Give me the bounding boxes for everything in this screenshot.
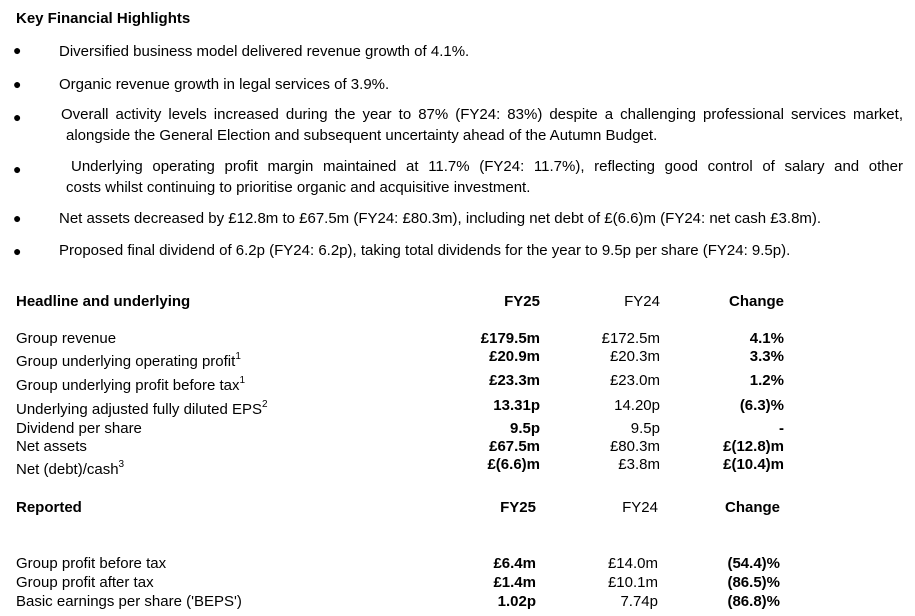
table-cell-change: 1.2%	[749, 372, 784, 389]
table-cell-fy24: £80.3m	[609, 438, 660, 455]
table-row-label: Basic earnings per share ('BEPS')	[16, 593, 242, 610]
column-header-fy25: FY25	[500, 499, 536, 516]
table-cell-change: £(12.8)m	[723, 438, 784, 455]
table-cell-fy24: £14.0m	[607, 555, 658, 572]
bullet-icon: ●	[13, 161, 22, 177]
table-heading: Reported	[16, 499, 82, 516]
table-cell-fy25: £(6.6)m	[487, 456, 540, 473]
bullet-icon: ●	[13, 210, 22, 226]
footnote-marker: 2	[261, 399, 268, 410]
table-cell-fy24: £20.3m	[609, 348, 660, 365]
table-cell-fy25: £23.3m	[489, 372, 540, 389]
bullet-text: Diversified business model delivered revenue growth of 4.1%.	[59, 43, 470, 60]
table-row-label: Group underlying profit before tax$^1$	[16, 375, 246, 394]
table-cell-fy25: £179.5m	[480, 330, 540, 347]
table-cell-change: (54.4)%	[727, 555, 780, 572]
bullet-icon: ●	[13, 76, 22, 92]
table-row-label: Group underlying operating profit$^1$	[16, 351, 241, 370]
table-row-label: Net (debt)/cash$^3$	[16, 459, 125, 478]
column-header-fy25: FY25	[504, 293, 540, 310]
bullet-icon: ●	[13, 109, 22, 125]
bullet-text: Proposed final dividend of 6.2p (FY24: 6.2p), taking total dividends for the year to 9.5p per share (FY24: 9.5p).	[59, 242, 791, 259]
table-row-label: Net assets	[16, 438, 87, 455]
bullet-text-continued: alongside the General Election and subsequent uncertainty ahead of the Autumn Budget.	[66, 127, 658, 144]
column-header-change: Change	[728, 293, 784, 310]
bullet-text: Underlying operating profit margin maintained at 11.7% (FY24: 11.7%), reflecting good control of salary and other	[71, 158, 903, 175]
table-cell-fy25: 13.31p	[493, 397, 540, 414]
table-cell-fy25: £1.4m	[493, 574, 536, 591]
bullet-text-continued: costs whilst continuing to prioritise organic and acquisitive investment.	[66, 179, 531, 196]
table-cell-change: 4.1%	[749, 330, 784, 347]
table-row-label: Group revenue	[16, 330, 117, 347]
bullet-icon: ●	[13, 243, 22, 259]
table-row-label: Dividend per share	[16, 420, 142, 437]
table-cell-fy25: £20.9m	[489, 348, 540, 365]
table-cell-fy25: 9.5p	[509, 420, 540, 437]
table-cell-change: (6.3)%	[739, 397, 784, 414]
table-row-label: Underlying adjusted fully diluted EPS$^2$	[16, 399, 268, 418]
bullet-text: Organic revenue growth in legal services of 3.9%.	[59, 76, 390, 93]
table-cell-fy24: £3.8m	[618, 456, 660, 473]
table-cell-change: 3.3%	[749, 348, 784, 365]
table-row-label: Group profit after tax	[16, 574, 154, 591]
section-title: Key Financial Highlights	[16, 10, 191, 27]
table-heading: Headline and underlying	[16, 293, 191, 310]
table-cell-change: -	[779, 420, 784, 437]
footnote-marker: 1	[239, 375, 246, 386]
table-row-label: Group profit before tax	[16, 555, 167, 572]
table-cell-fy24: £172.5m	[601, 330, 660, 347]
table-cell-fy24: £23.0m	[609, 372, 660, 389]
table-cell-change: £(10.4)m	[723, 456, 784, 473]
table-cell-fy24: £10.1m	[607, 574, 658, 591]
table-cell-fy25: £67.5m	[489, 438, 540, 455]
table-cell-fy24: 7.74p	[620, 593, 658, 610]
bullet-text: Net assets decreased by £12.8m to £67.5m (FY24: £80.3m), including net debt of £(6.6)m (FY24: net cash £3.8m).	[59, 210, 822, 227]
bullet-icon: ●	[13, 42, 22, 58]
table-cell-fy25: 1.02p	[497, 593, 536, 610]
footnote-marker: 3	[118, 459, 125, 470]
footnote-marker: 1	[235, 351, 241, 362]
column-header-fy24: FY24	[624, 293, 660, 310]
table-cell-fy24: 9.5p	[630, 420, 660, 437]
column-header-fy24: FY24	[622, 499, 658, 516]
column-header-change: Change	[724, 499, 780, 516]
table-cell-change: (86.8)%	[727, 593, 780, 610]
table-cell-fy25: £6.4m	[493, 555, 536, 572]
table-cell-change: (86.5)%	[727, 574, 780, 591]
table-cell-fy24: 14.20p	[614, 397, 660, 414]
bullet-text: Overall activity levels increased during the year to 87% (FY24: 83%) despite a challenging professional services market,	[61, 106, 903, 123]
